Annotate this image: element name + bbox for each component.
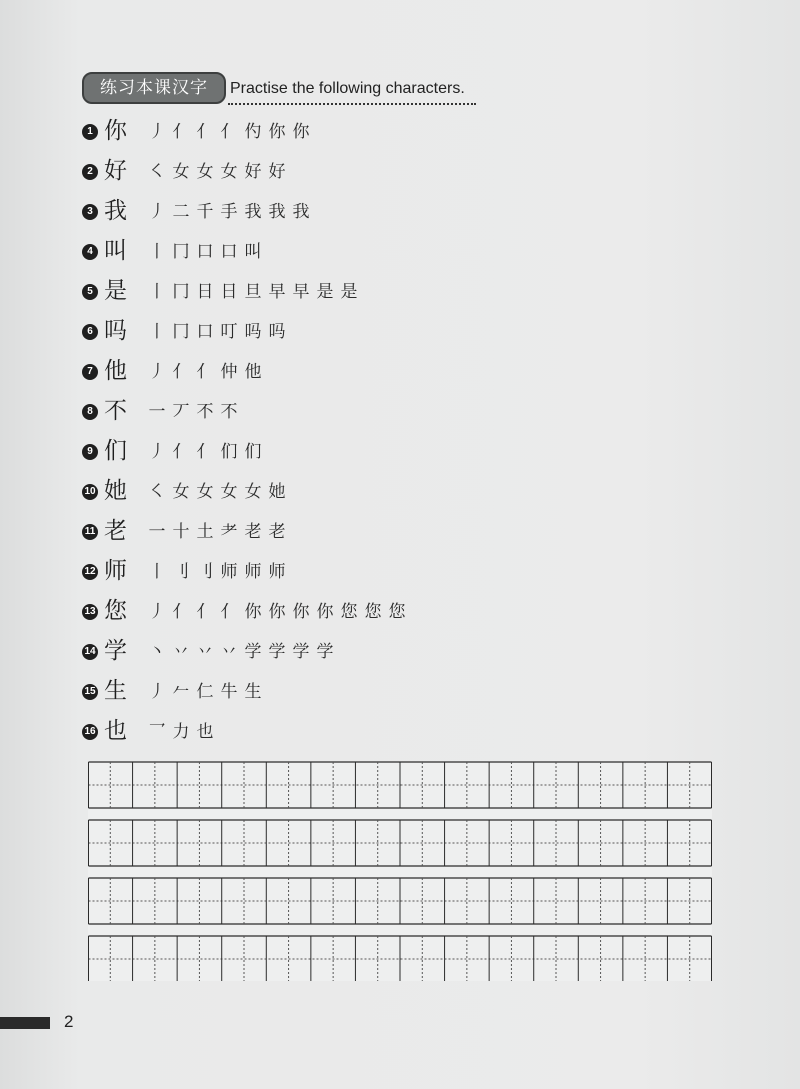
stroke-step: 女 xyxy=(220,162,238,182)
stroke-step: 你 xyxy=(244,602,262,622)
stroke-order-sequence xyxy=(148,159,292,185)
stroke-step: 们 xyxy=(220,442,238,462)
stroke-step: 好 xyxy=(244,162,262,182)
stroke-step: 学 xyxy=(316,642,334,662)
stroke-step: 早 xyxy=(292,282,310,302)
stroke-step: 丨 xyxy=(148,322,166,342)
main-character: 生 xyxy=(104,678,127,704)
stroke-step: 仢 xyxy=(244,122,262,142)
stroke-step: 丿 xyxy=(148,362,166,382)
stroke-step: 刂 xyxy=(172,562,190,582)
stroke-step: 亻 xyxy=(172,442,190,462)
stroke-step: 亻 xyxy=(196,122,214,142)
stroke-step: 也 xyxy=(196,722,214,742)
stroke-step: 我 xyxy=(268,202,286,222)
main-character: 老 xyxy=(104,518,127,544)
stroke-step: 仲 xyxy=(220,362,238,382)
stroke-step: 丷 xyxy=(196,642,214,662)
stroke-step: 亻 xyxy=(196,362,214,382)
stroke-step: 好 xyxy=(268,162,286,182)
stroke-step: 乛 xyxy=(148,722,166,742)
stroke-order-sequence xyxy=(148,479,292,505)
main-character: 好 xyxy=(104,158,127,184)
item-number-badge: 3 xyxy=(82,204,98,220)
stroke-step: 女 xyxy=(172,162,190,182)
stroke-step: 亻 xyxy=(172,122,190,142)
stroke-step: 学 xyxy=(268,642,286,662)
stroke-step: 二 xyxy=(172,202,190,222)
stroke-order-sequence xyxy=(148,519,292,545)
stroke-step: 日 xyxy=(196,282,214,302)
stroke-step: 您 xyxy=(340,602,358,622)
stroke-step: 你 xyxy=(292,122,310,142)
stroke-step: 学 xyxy=(244,642,262,662)
stroke-step: 亻 xyxy=(220,122,238,142)
stroke-step: 师 xyxy=(244,562,262,582)
item-number-badge: 13 xyxy=(82,604,98,620)
stroke-step: 丿 xyxy=(148,202,166,222)
stroke-step: 女 xyxy=(196,162,214,182)
stroke-step: 𠂉 xyxy=(172,682,190,702)
stroke-step: 我 xyxy=(292,202,310,222)
stroke-step: 口 xyxy=(220,242,238,262)
stroke-step: 是 xyxy=(340,282,358,302)
stroke-step: 叮 xyxy=(220,322,238,342)
item-number-badge: 6 xyxy=(82,324,98,340)
stroke-step: ㇛ xyxy=(148,482,166,502)
stroke-step: 丷 xyxy=(172,642,190,662)
stroke-step: 叫 xyxy=(244,242,262,262)
stroke-step: 手 xyxy=(220,202,238,222)
stroke-step: 女 xyxy=(244,482,262,502)
main-character: 他 xyxy=(104,358,127,384)
main-character: 也 xyxy=(104,718,127,744)
stroke-step: 丨 xyxy=(148,282,166,302)
stroke-step: 老 xyxy=(244,522,262,542)
instruction-dotted-underline xyxy=(228,103,476,105)
stroke-step: 亻 xyxy=(172,362,190,382)
stroke-order-sequence xyxy=(148,679,268,705)
item-number-badge: 2 xyxy=(82,164,98,180)
stroke-step: 丷 xyxy=(220,642,238,662)
stroke-step: 冂 xyxy=(172,322,190,342)
stroke-order-sequence xyxy=(148,319,292,345)
stroke-step: 丿 xyxy=(148,602,166,622)
stroke-order-sequence xyxy=(148,639,340,665)
item-number-badge: 1 xyxy=(82,124,98,140)
main-character: 师 xyxy=(104,558,127,584)
stroke-step: 不 xyxy=(220,402,238,422)
item-number-badge: 9 xyxy=(82,444,98,460)
stroke-step: 师 xyxy=(220,562,238,582)
item-number-badge: 12 xyxy=(82,564,98,580)
stroke-step: 牛 xyxy=(220,682,238,702)
stroke-step: 仁 xyxy=(196,682,214,702)
item-number-badge: 11 xyxy=(82,524,98,540)
main-character: 叫 xyxy=(104,238,127,264)
item-number-badge: 8 xyxy=(82,404,98,420)
stroke-step: 女 xyxy=(172,482,190,502)
practice-grid[interactable] xyxy=(88,761,712,981)
stroke-step: 口 xyxy=(196,322,214,342)
stroke-step: 亻 xyxy=(172,602,190,622)
main-character: 我 xyxy=(104,198,127,224)
stroke-step: 丨 xyxy=(148,562,166,582)
main-character: 们 xyxy=(104,438,127,464)
stroke-step: 丿 xyxy=(148,442,166,462)
item-number-badge: 10 xyxy=(82,484,98,500)
stroke-step: 丶 xyxy=(148,642,166,662)
stroke-step: 口 xyxy=(196,242,214,262)
stroke-order-sequence xyxy=(148,399,244,425)
stroke-step: 十 xyxy=(172,522,190,542)
stroke-step: 女 xyxy=(196,482,214,502)
footer-bar xyxy=(0,1017,50,1029)
main-character: 吗 xyxy=(104,318,127,344)
stroke-step: 您 xyxy=(364,602,382,622)
stroke-step: 她 xyxy=(268,482,286,502)
stroke-step: 亻 xyxy=(220,602,238,622)
stroke-step: 亻 xyxy=(196,442,214,462)
main-character: 她 xyxy=(104,478,127,504)
item-number-badge: 15 xyxy=(82,684,98,700)
item-number-badge: 5 xyxy=(82,284,98,300)
stroke-step: 旦 xyxy=(244,282,262,302)
main-character: 不 xyxy=(104,398,127,424)
page-number: 2 xyxy=(64,1012,74,1031)
stroke-step: ㇛ xyxy=(148,162,166,182)
stroke-order-sequence xyxy=(148,599,412,625)
stroke-step: 一 xyxy=(148,402,166,422)
stroke-step: 吗 xyxy=(268,322,286,342)
stroke-step: 我 xyxy=(244,202,262,222)
stroke-step: 生 xyxy=(244,682,262,702)
item-number-badge: 14 xyxy=(82,644,98,660)
stroke-step: 们 xyxy=(244,442,262,462)
item-number-badge: 7 xyxy=(82,364,98,380)
main-character: 学 xyxy=(104,638,127,664)
stroke-step: 您 xyxy=(388,602,406,622)
stroke-step: 学 xyxy=(292,642,310,662)
stroke-step: 冂 xyxy=(172,242,190,262)
stroke-step: 你 xyxy=(316,602,334,622)
stroke-step: 女 xyxy=(220,482,238,502)
stroke-step: 吗 xyxy=(244,322,262,342)
main-character: 是 xyxy=(104,278,127,304)
stroke-step: 力 xyxy=(172,722,190,742)
main-character: 您 xyxy=(104,598,127,624)
stroke-order-sequence xyxy=(148,279,364,305)
stroke-order-sequence xyxy=(148,119,316,145)
stroke-step: 丿 xyxy=(148,682,166,702)
stroke-step: 冂 xyxy=(172,282,190,302)
stroke-order-sequence xyxy=(148,719,220,745)
section-tag: 练习本课汉字 xyxy=(82,72,226,104)
stroke-order-sequence xyxy=(148,359,268,385)
stroke-step: 耂 xyxy=(220,522,238,542)
stroke-order-sequence xyxy=(148,199,316,225)
stroke-step: 丿 xyxy=(148,122,166,142)
stroke-step: 你 xyxy=(268,122,286,142)
stroke-step: 丆 xyxy=(172,402,190,422)
stroke-step: 是 xyxy=(316,282,334,302)
stroke-step: 亻 xyxy=(196,602,214,622)
stroke-order-sequence xyxy=(148,239,268,265)
stroke-step: 土 xyxy=(196,522,214,542)
stroke-step: 早 xyxy=(268,282,286,302)
stroke-step: 他 xyxy=(244,362,262,382)
stroke-step: 千 xyxy=(196,202,214,222)
stroke-step: 一 xyxy=(148,522,166,542)
stroke-step: 刂 xyxy=(196,562,214,582)
section-instruction: Practise the following characters. xyxy=(230,80,465,97)
stroke-step: 老 xyxy=(268,522,286,542)
stroke-step: 你 xyxy=(292,602,310,622)
stroke-step: 你 xyxy=(268,602,286,622)
stroke-order-sequence xyxy=(148,559,292,585)
main-character: 你 xyxy=(104,118,127,144)
item-number-badge: 4 xyxy=(82,244,98,260)
stroke-step: 丨 xyxy=(148,242,166,262)
stroke-step: 不 xyxy=(196,402,214,422)
stroke-step: 日 xyxy=(220,282,238,302)
item-number-badge: 16 xyxy=(82,724,98,740)
stroke-step: 师 xyxy=(268,562,286,582)
stroke-order-sequence xyxy=(148,439,268,465)
